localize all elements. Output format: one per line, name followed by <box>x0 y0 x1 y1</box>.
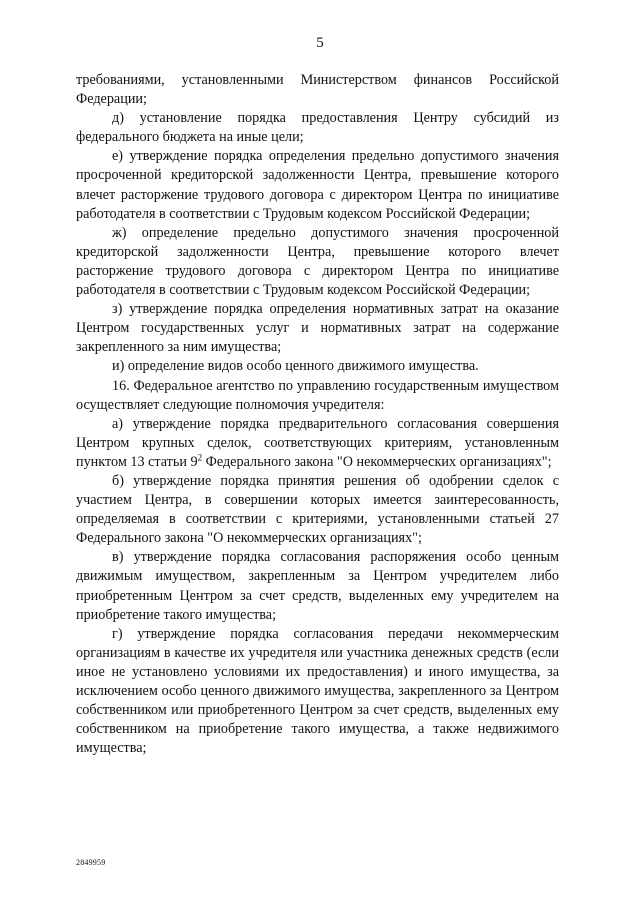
document-code: 2849959 <box>76 858 106 867</box>
paragraph-item-zh: ж) определение предельно допустимого значения просроченной кредиторской задолженности Центра, превышение которого влечет расторжение трудового договора с директором Центра по инициативе работодателя в соответствии с Трудовым кодексом Российской Федерации; <box>76 224 559 299</box>
paragraph-item-a <box>76 415 559 472</box>
paragraph-item-b: б) утверждение порядка принятия решения об одобрении сделок с участием Центра, в совершении которых имеется заинтересованность, определяемая в соответствии с критериями, установленными статьей 27 Федерального закона "О некоммерческих организациях"; <box>76 472 559 547</box>
item-a-text: а) утверждение порядка предварительного согласования совершения Центром крупных сделок, соответствующих критериям, установленным пунктом 13 статьи 9 <box>76 415 559 470</box>
paragraph-item-d: д) установление порядка предоставления Центру субсидий из федерального бюджета на иные цели; <box>76 110 559 146</box>
paragraph-section-16: 16. Федеральное агентство по управлению государственным имуществом осуществляет следующие полномочия учредителя: <box>76 377 559 413</box>
document-body <box>76 71 559 758</box>
paragraph-item-z: з) утверждение порядка определения нормативных затрат на оказание Центром государственных услуг и нормативных затрат на содержание закрепленного за ним имущества; <box>76 301 559 356</box>
paragraph-continuation: требованиями, установленными Министерством финансов Российской Федерации; <box>76 72 559 108</box>
paragraph-item-v: в) утверждение порядка согласования распоряжения особо ценным движимым имуществом, закрепленным за Центром учредителем либо приобретенным Центром за счет средств, выделенных ему учредителем на приобретение такого имущества; <box>76 549 559 623</box>
paragraph-item-g: г) утверждение порядка согласования передачи некоммерческим организациям в качестве их учредителя или участника денежных средств (если иное не установлено условиями их предоставления) и иного имущества, за исключением особо ценного движимого имущества, закрепленного за Центром собственником или приобретенного Центром за счет средств, выделенных ему собственником на приобретение такого имущества, а также недвижимого имущества; <box>76 625 559 757</box>
item-a-text-end: Федерального закона "О некоммерческих организациях"; <box>202 453 552 470</box>
article-superscript: 2 <box>197 452 203 463</box>
page-number: 5 <box>316 35 324 51</box>
paragraph-item-i: и) определение видов особо ценного движимого имущества. <box>112 358 479 375</box>
paragraph-item-e: е) утверждение порядка определения предельно допустимого значения просроченной кредиторской задолженности Центра, превышение которого влечет расторжение трудового договора с директором Центра по инициативе работодателя в соответствии с Трудовым кодексом Российской Федерации; <box>76 148 559 222</box>
